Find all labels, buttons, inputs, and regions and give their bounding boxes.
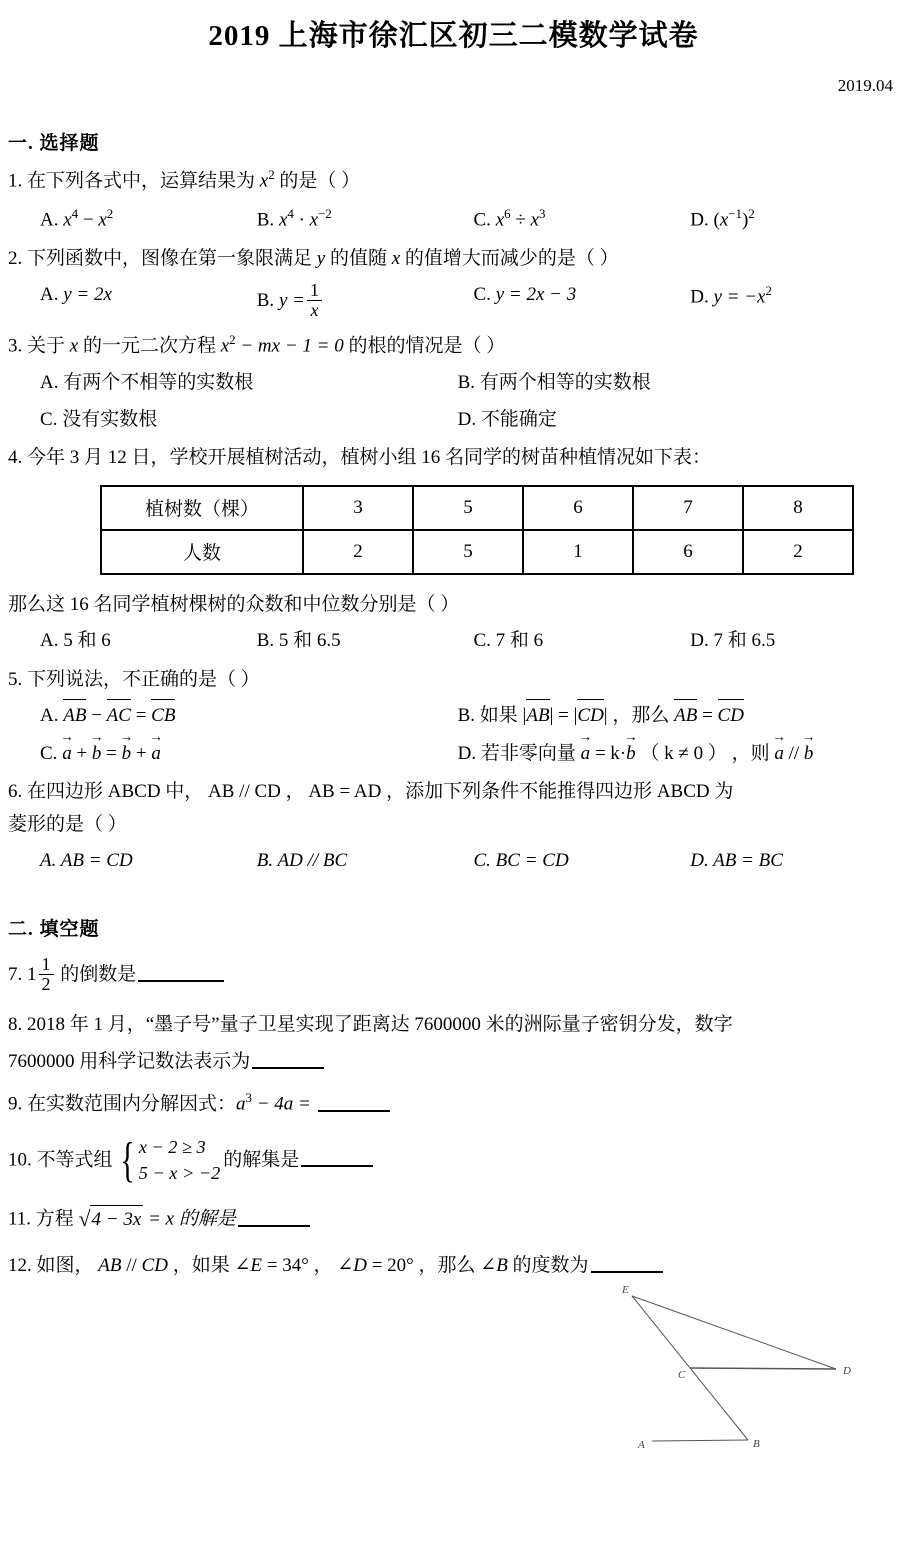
q1-option-a-label: A. bbox=[40, 209, 59, 231]
question-5-options-row1 bbox=[8, 702, 907, 731]
q11-tail: = x 的解是 bbox=[143, 1208, 236, 1230]
section-heading-choice: 一. 选择题 bbox=[8, 133, 100, 155]
segment-ed bbox=[632, 1296, 836, 1369]
q1-opt-a-operator: − bbox=[78, 209, 99, 231]
question-4-stem: 4. 今年 3 月 12 日，学校开展植树活动，植树小组 16 名同学的树苗种植情况如下表： bbox=[8, 447, 712, 469]
q9-lead: 9. 在实数范围内分解因式： bbox=[8, 1093, 237, 1115]
geometry-figure bbox=[600, 1273, 907, 1473]
q3-option-b[interactable] bbox=[458, 369, 907, 398]
question-5-options-row2 bbox=[8, 739, 907, 769]
q5-vector-cd-abs: CD bbox=[577, 702, 603, 731]
question-11 bbox=[8, 1203, 907, 1236]
q3-opt-b-text: 有两个相等的实数根 bbox=[479, 372, 651, 394]
q1-option-d-label: D. bbox=[690, 209, 709, 231]
question-5-stem: 5. 下列说法，不正确的是（ ） bbox=[8, 668, 260, 690]
q7-numerator: 1 bbox=[39, 955, 54, 975]
q5-vector-b-2: b → bbox=[122, 739, 132, 769]
q1-option-c-label: C. bbox=[473, 209, 491, 231]
q1-stem-variable: x bbox=[259, 170, 269, 192]
q12-angle-b: B bbox=[496, 1254, 508, 1276]
radical-sign-icon: √ bbox=[78, 1207, 91, 1232]
q5-option-a[interactable] bbox=[8, 702, 458, 731]
q10-lead: 10. 不等式组 bbox=[8, 1149, 113, 1171]
segment-cd bbox=[690, 1368, 836, 1369]
q5-opt-d-vector-a: a → bbox=[581, 739, 591, 769]
q5-vector-a-2: a → bbox=[151, 739, 161, 769]
q1-option-c[interactable] bbox=[474, 204, 691, 235]
q1-opt-d-x1: x bbox=[719, 209, 729, 231]
q5-vector-ab: AB bbox=[63, 702, 86, 731]
figure-label-A: A bbox=[638, 1439, 645, 1451]
question-9 bbox=[8, 1088, 907, 1119]
q4-option-a[interactable]: A. 5 和 6 bbox=[40, 630, 111, 652]
q1-opt-c-x2: x bbox=[530, 209, 539, 231]
q5-vector-cb: CB bbox=[151, 702, 175, 731]
q6-option-c[interactable]: C. BC = CD bbox=[473, 850, 569, 872]
q2-stem-var-y: y bbox=[316, 247, 326, 269]
q12-seg-cd: CD bbox=[141, 1254, 168, 1276]
q5-option-a-label: A. bbox=[40, 705, 59, 727]
question-4-followup: 那么这 16 名同学植树棵树的众数和中位数分别是（ ） bbox=[8, 593, 460, 615]
q5-opt-b-mid: | = | bbox=[549, 705, 578, 727]
section-heading-fill: 二. 填空题 bbox=[8, 918, 100, 940]
q3-opt-a-text: 有两个不相等的实数根 bbox=[63, 372, 254, 394]
q1-stem-exponent: 2 bbox=[268, 167, 275, 183]
q1-opt-b-exp1: 4 bbox=[287, 206, 294, 222]
q7-tail: 的倒数是 bbox=[55, 963, 137, 985]
q6-option-d[interactable]: D. AB = BC bbox=[690, 850, 783, 872]
q1-option-b[interactable] bbox=[257, 204, 474, 235]
question-6-stem-line2: 菱形的是（ ） bbox=[8, 813, 127, 835]
q12-text-a: 12. 如图， bbox=[8, 1254, 99, 1276]
q5-opt-d-lead: 若非零向量 bbox=[480, 742, 581, 764]
q4-option-b[interactable]: B. 5 和 6.5 bbox=[256, 630, 341, 652]
q1-option-b-label: B. bbox=[256, 209, 275, 231]
q5-opt-a-equals: = bbox=[130, 705, 152, 727]
q5-opt-c-plus1: + bbox=[71, 742, 92, 764]
q5-option-b-label: B. bbox=[457, 705, 476, 727]
q1-stem-part-a: 1. 在下列各式中，运算结果为 bbox=[8, 170, 260, 192]
q1-stem-part-b: 的是（ ） bbox=[274, 170, 361, 192]
q2-option-a[interactable] bbox=[8, 281, 257, 320]
q3-eq-x: x bbox=[220, 335, 230, 357]
q2-opt-b-fraction bbox=[307, 281, 322, 320]
q7-lead: 7. 1 bbox=[8, 963, 37, 985]
q5-opt-a-minus: − bbox=[86, 705, 107, 727]
q5-option-b[interactable] bbox=[458, 702, 907, 731]
q10-tail: 的解集是 bbox=[223, 1149, 300, 1171]
q5-opt-d-parallel: // bbox=[783, 742, 804, 764]
q12-seg-ab: AB bbox=[98, 1254, 122, 1276]
q5-opt-c-plus2: + bbox=[131, 742, 152, 764]
q1-option-d[interactable] bbox=[690, 204, 907, 235]
q4-option-d[interactable]: D. 7 和 6.5 bbox=[690, 630, 776, 652]
tree-planting-table bbox=[100, 485, 854, 575]
q3-option-d[interactable] bbox=[458, 406, 907, 435]
table-cell: 2 bbox=[743, 530, 853, 574]
q8-answer-blank[interactable] bbox=[252, 1049, 324, 1069]
q12-text-c: 的度数为 bbox=[507, 1254, 589, 1276]
question-6-options bbox=[8, 847, 907, 876]
q3-opt-d-text: 不能确定 bbox=[480, 408, 557, 430]
q5-opt-d-vector-b2: b → bbox=[804, 739, 814, 769]
table-cell: 6 bbox=[523, 486, 633, 530]
q5-option-c-label: C. bbox=[40, 742, 58, 764]
q12-angle-d: D bbox=[353, 1254, 367, 1276]
question-7 bbox=[8, 955, 907, 994]
question-3-stem bbox=[8, 330, 907, 361]
q12-text-b: ，如果 ∠ bbox=[167, 1254, 251, 1276]
q1-opt-b-exp2: −2 bbox=[318, 206, 332, 222]
q5-vector-ac: AC bbox=[107, 702, 131, 731]
q5-option-c[interactable] bbox=[8, 739, 458, 769]
question-2-stem bbox=[8, 245, 907, 274]
q2-opt-b-numerator: 1 bbox=[307, 281, 322, 301]
table-cell: 3 bbox=[303, 486, 413, 530]
q9-expr-rest: − 4a = bbox=[251, 1093, 316, 1115]
question-1-options bbox=[8, 204, 907, 235]
q9-var-a: a bbox=[236, 1093, 246, 1115]
q12-parallel: // bbox=[121, 1254, 142, 1276]
q7-denominator: 2 bbox=[41, 973, 51, 994]
q1-opt-d-outer-exp: 2 bbox=[748, 206, 755, 222]
left-brace-icon: { bbox=[119, 1133, 135, 1187]
q3-option-a-label: A. bbox=[40, 372, 59, 394]
table-row-people bbox=[101, 530, 853, 574]
q1-opt-c-exp1: 6 bbox=[504, 206, 511, 222]
q2-option-d[interactable] bbox=[690, 281, 907, 320]
q1-opt-d-close-paren: ) bbox=[741, 209, 749, 231]
q10-inequality-2: 5 − x > −2 bbox=[138, 1163, 221, 1184]
q3-eq-rest: − mx − 1 = 0 bbox=[235, 335, 344, 357]
table-cell: 5 bbox=[413, 486, 523, 530]
question-2-options bbox=[8, 281, 907, 320]
q1-opt-d-open-paren: ( bbox=[713, 209, 720, 231]
q2-stem-part-c: 的值增大而减少的是（ ） bbox=[400, 247, 619, 269]
q6-option-b[interactable]: B. AD // BC bbox=[256, 850, 348, 872]
q5-vector-ab-abs: AB bbox=[526, 702, 549, 731]
q11-answer-blank[interactable] bbox=[238, 1207, 310, 1227]
q3-stem-part-a: 3. 关于 bbox=[8, 335, 70, 357]
q1-opt-c-exp2: 3 bbox=[538, 206, 546, 222]
q3-option-c[interactable] bbox=[8, 406, 458, 435]
q1-option-a[interactable] bbox=[8, 204, 257, 235]
figure-label-C: C bbox=[678, 1369, 686, 1381]
q3-stem-var-x: x bbox=[69, 335, 79, 357]
q2-option-d-label: D. bbox=[690, 286, 709, 308]
q12-angle-d-value: = 20° ，那么 ∠ bbox=[366, 1254, 497, 1276]
q9-exponent: 3 bbox=[245, 1090, 252, 1106]
q1-opt-a-exp2: 2 bbox=[106, 206, 114, 222]
table-cell: 1 bbox=[523, 530, 633, 574]
page-title: 2019 上海市徐汇区初三二模数学试卷 bbox=[208, 20, 699, 52]
q1-opt-a-x1: x bbox=[63, 209, 72, 231]
q5-option-d[interactable] bbox=[458, 739, 907, 769]
table-row-trees bbox=[101, 486, 853, 530]
table-cell: 2 bbox=[303, 530, 413, 574]
q12-angle-e: E bbox=[250, 1254, 262, 1276]
question-8-line2 bbox=[8, 1048, 907, 1077]
q5-option-d-label: D. bbox=[457, 742, 477, 764]
q1-opt-b-x2: x bbox=[309, 209, 319, 231]
q11-lead: 11. 方程 bbox=[8, 1208, 79, 1230]
q2-stem-part-b: 的值随 bbox=[325, 247, 392, 269]
q2-option-b-label: B. bbox=[256, 290, 275, 312]
figure-label-D: D bbox=[843, 1365, 851, 1377]
q2-opt-b-denominator: x bbox=[310, 300, 319, 321]
q3-option-c-label: C. bbox=[40, 408, 58, 430]
q11-radicand: 4 − 3x bbox=[90, 1205, 144, 1235]
question-3-options-row1 bbox=[8, 369, 907, 398]
q5-opt-b-lead: 如果 | bbox=[479, 705, 527, 727]
table-cell: 5 bbox=[413, 530, 523, 574]
q3-option-b-label: B. bbox=[457, 372, 476, 394]
row-label-people: 人数 bbox=[101, 530, 303, 574]
q1-opt-d-inner-exp: −1 bbox=[728, 206, 742, 222]
q1-opt-b-x1: x bbox=[278, 209, 288, 231]
q7-fraction bbox=[39, 955, 54, 994]
q5-vector-b: b → bbox=[92, 739, 102, 769]
q1-opt-c-operator: ÷ bbox=[510, 209, 531, 231]
q1-opt-a-x2: x bbox=[98, 209, 107, 231]
q8-line2-text: 7600000 用科学记数法表示为 bbox=[8, 1050, 251, 1072]
q5-vector-cd-2: CD bbox=[718, 702, 744, 731]
question-10 bbox=[8, 1135, 907, 1187]
q2-stem-part-a: 2. 下列函数中，图像在第一象限满足 bbox=[8, 247, 317, 269]
q2-opt-c-expr: y = 2x − 3 bbox=[495, 284, 577, 306]
table-cell: 7 bbox=[633, 486, 743, 530]
q12-answer-blank[interactable] bbox=[591, 1253, 663, 1273]
q2-opt-d-expr: y = −x bbox=[713, 286, 766, 308]
geometry-figure-svg bbox=[600, 1273, 907, 1473]
q12-angle-e-value: = 34° ， ∠ bbox=[261, 1254, 354, 1276]
q2-option-c[interactable] bbox=[474, 281, 691, 320]
q5-opt-c-equals: = bbox=[101, 742, 122, 764]
document-date: 2019.04 bbox=[837, 76, 893, 96]
q5-vector-ab-2: AB bbox=[674, 702, 697, 731]
question-8-line1: 8. 2018 年 1 月，“墨子号”量子卫星实现了距离达 7600000 米的洲际量子密钥分发，数字 bbox=[8, 1014, 733, 1036]
figure-label-E: E bbox=[622, 1284, 629, 1296]
q10-inequality-1: x − 2 ≥ 3 bbox=[138, 1137, 206, 1158]
q9-answer-blank[interactable] bbox=[318, 1092, 390, 1112]
table-cell: 6 bbox=[633, 530, 743, 574]
q5-opt-d-condition: （ k ≠ 0 ） ，则 bbox=[635, 742, 775, 764]
exam-paper-page bbox=[0, 18, 907, 1546]
q2-option-c-label: C. bbox=[473, 284, 491, 306]
q2-opt-d-exponent: 2 bbox=[765, 283, 772, 299]
q3-stem-part-b: 的一元二次方程 bbox=[78, 335, 221, 357]
q2-stem-var-x: x bbox=[391, 247, 401, 269]
q2-option-b[interactable] bbox=[257, 281, 474, 320]
q6-option-a[interactable]: A. AB = CD bbox=[40, 850, 133, 872]
figure-label-B: B bbox=[753, 1438, 760, 1450]
q5-opt-d-vector-a2: a → bbox=[774, 739, 784, 769]
question-4-options bbox=[8, 627, 907, 656]
q5-opt-b-equals: = bbox=[697, 705, 718, 727]
row-label-trees: 植树数（棵） bbox=[101, 486, 303, 530]
segment-ab bbox=[652, 1440, 748, 1441]
q3-opt-c-text: 没有实数根 bbox=[62, 408, 158, 430]
q2-opt-b-lead: y = bbox=[278, 290, 305, 312]
q3-option-d-label: D. bbox=[457, 408, 477, 430]
q10-system-brace-group bbox=[116, 1135, 221, 1187]
question-6-stem-line1: 6. 在四边形 ABCD 中， AB // CD ， AB = AD ，添加下列条件不能推得四边形 ABCD 为 bbox=[8, 781, 734, 803]
q10-system-rows bbox=[139, 1135, 220, 1187]
q3-stem-part-c: 的根的情况是（ ） bbox=[343, 335, 506, 357]
q1-opt-c-x1: x bbox=[495, 209, 505, 231]
question-4-table-wrapper bbox=[100, 485, 907, 575]
q2-opt-a-expr: y = 2x bbox=[63, 284, 112, 306]
q5-vector-a: a → bbox=[62, 739, 72, 769]
question-3-options-row2 bbox=[8, 406, 907, 435]
q10-answer-blank[interactable] bbox=[301, 1147, 373, 1167]
q1-opt-b-operator: · bbox=[293, 209, 310, 231]
q5-opt-b-mid2: | ，那么 bbox=[603, 705, 675, 727]
q5-opt-d-vector-b: b → bbox=[626, 739, 636, 769]
q4-option-c[interactable]: C. 7 和 6 bbox=[473, 630, 544, 652]
q1-opt-a-exp1: 4 bbox=[71, 206, 79, 222]
q7-answer-blank[interactable] bbox=[138, 961, 224, 981]
question-1-stem bbox=[8, 165, 907, 196]
q3-option-a[interactable] bbox=[8, 369, 458, 398]
table-cell: 8 bbox=[743, 486, 853, 530]
q5-opt-d-equals: = k· bbox=[590, 742, 627, 764]
q3-eq-exponent: 2 bbox=[229, 332, 236, 348]
q2-option-a-label: A. bbox=[40, 284, 59, 306]
